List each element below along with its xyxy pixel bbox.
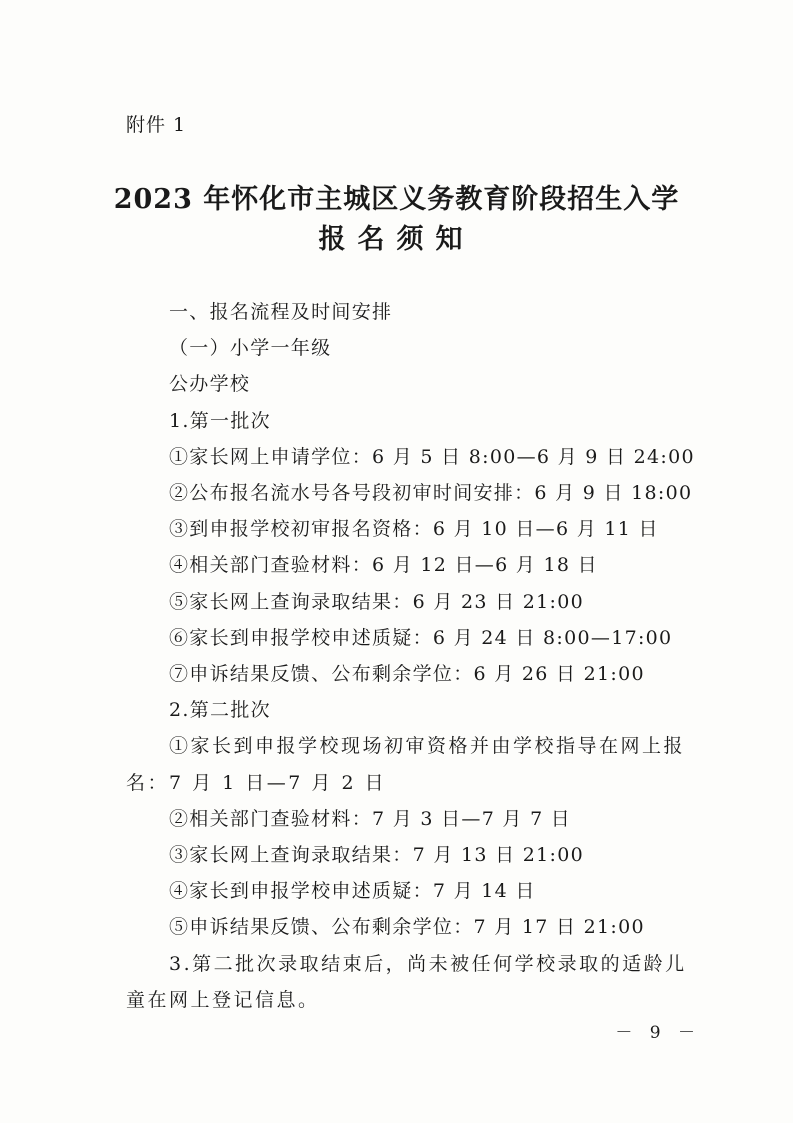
schedule-item: ⑤家长网上查询录取结果：6 月 23 日 21:00 <box>169 590 584 613</box>
schedule-item: ①家长网上申请学位：6 月 5 日 8:00—6 月 9 日 24:00 <box>169 445 695 468</box>
schedule-item: ⑥家长到申报学校申述质疑：6 月 24 日 8:00—17:00 <box>169 626 673 649</box>
school-type: 公办学校 <box>169 373 251 396</box>
batch-heading-2: 2.第二批次 <box>169 699 271 722</box>
attachment-label: 附件 1 <box>126 114 187 136</box>
batch-heading-1: 1.第一批次 <box>169 409 271 432</box>
schedule-item: ③到申报学校初审报名资格：6 月 10 日—6 月 11 日 <box>169 518 659 541</box>
schedule-item: ⑦申诉结果反馈、公布剩余学位：6 月 26 日 21:00 <box>169 663 645 686</box>
subsection-heading: （一）小学一年级 <box>169 337 332 360</box>
schedule-item: ④相关部门查验材料：6 月 12 日—6 月 18 日 <box>169 554 598 577</box>
document-body <box>126 294 706 1018</box>
schedule-item: ②公布报名流水号各号段初审时间安排：6 月 9 日 18:00 <box>169 482 693 505</box>
schedule-item: ①家长到申报学校现场初审资格并由学校指导在网上报名：7 月 1 日—7 月 2 日 <box>126 735 686 794</box>
note-paragraph: 3.第二批次录取结束后，尚未被任何学校录取的适龄儿童在网上登记信息。 <box>126 952 687 1011</box>
schedule-item: ③家长网上查询录取结果：7 月 13 日 21:00 <box>169 844 584 867</box>
document-title-line1: 2023 年怀化市主城区义务教育阶段招生入学 <box>113 184 680 215</box>
schedule-item: ④家长到申报学校申述质疑：7 月 14 日 <box>169 880 536 903</box>
page-number: － 9 － <box>615 1023 701 1043</box>
section-heading: 一、报名流程及时间安排 <box>169 301 393 323</box>
schedule-item: ⑤申诉结果反馈、公布剩余学位：7 月 17 日 21:00 <box>169 916 645 939</box>
schedule-item: ②相关部门查验材料：7 月 3 日—7 月 7 日 <box>169 807 572 830</box>
document-title-line2: 报名须知 <box>318 224 475 255</box>
